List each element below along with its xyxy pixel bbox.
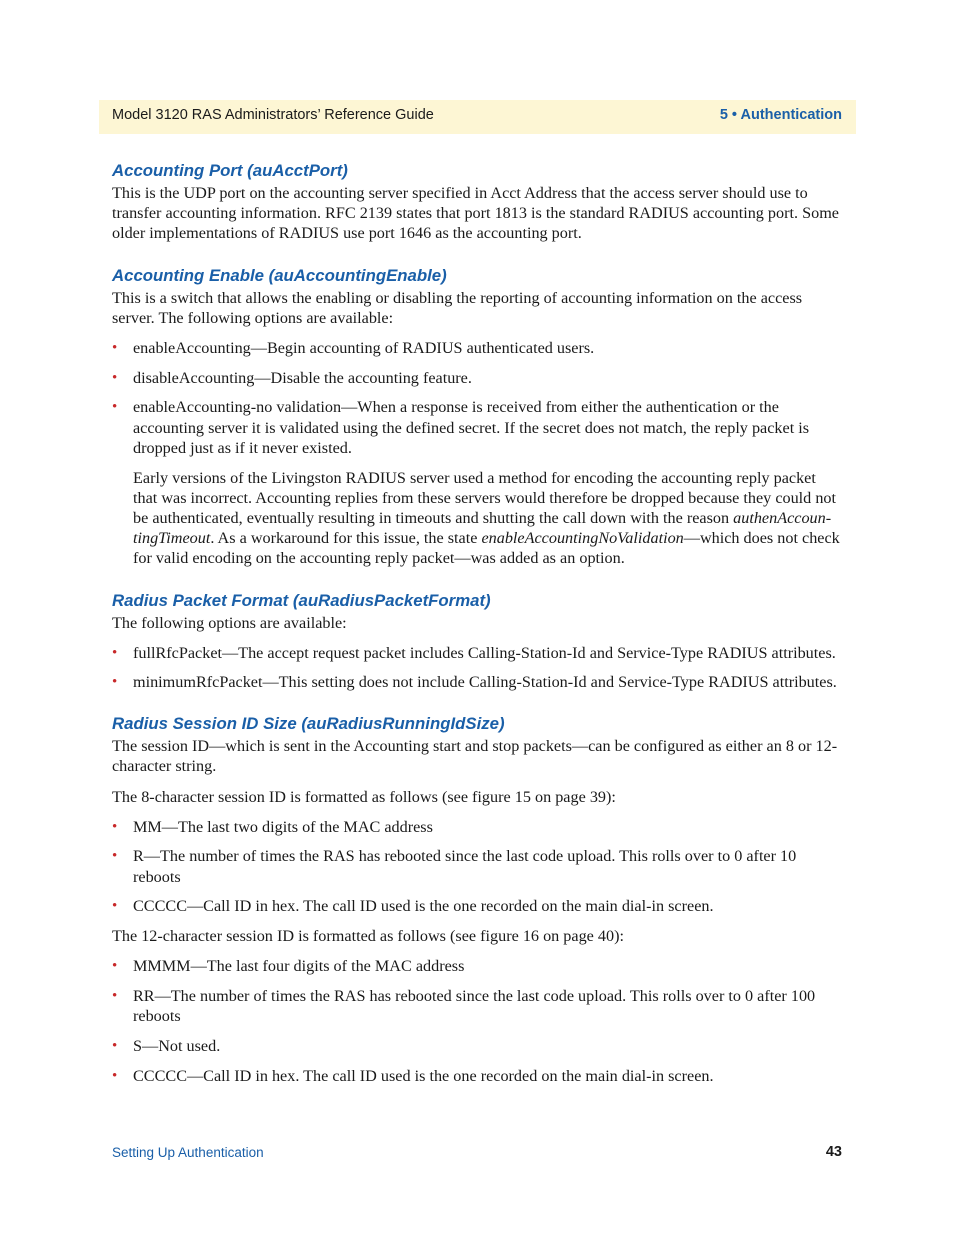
page-number: 43 bbox=[825, 1144, 842, 1160]
list-item: • disableAccounting—Disable the accounting feature. bbox=[112, 368, 472, 387]
format-list-12 bbox=[112, 956, 844, 1086]
list-item: • RR—The number of times the RAS has rebooted since the last code upload. This rolls over to 0 after 100 reboots bbox=[112, 986, 816, 1026]
list-item: • CCCCC—Call ID in hex. The call ID used is the one recorded on the main dial-in screen. bbox=[112, 897, 714, 916]
page-content bbox=[112, 160, 844, 1095]
guide-title: Model 3120 RAS Administrators’ Reference Guide bbox=[112, 107, 434, 123]
section-heading: Radius Session ID Size (auRadiusRunningIdSize) bbox=[112, 714, 505, 734]
bullet-icon: • bbox=[112, 898, 118, 915]
paragraph: This is the UDP port on the accounting server specified in Acct Address that the access server should use to transfer accounting information. RFC 2139 states that port 1813 is the standard RADIUS accounting port. Some older implementations of RADIUS use port 1646 as the accounting port. bbox=[112, 184, 839, 243]
bullet-icon: • bbox=[112, 958, 118, 975]
list-item: • CCCCC—Call ID in hex. The call ID used is the one recorded on the main dial-in screen. bbox=[112, 1066, 714, 1085]
running-header bbox=[99, 100, 856, 134]
bullet-icon: • bbox=[112, 369, 118, 386]
bullet-icon: • bbox=[112, 399, 118, 416]
bullet-icon: • bbox=[112, 848, 118, 865]
bullet-icon: • bbox=[112, 1067, 118, 1084]
paragraph: The session ID—which is sent in the Accounting start and stop packets—can be configured as either an 8 or 12-character string. bbox=[112, 737, 838, 776]
bullet-icon: • bbox=[112, 1037, 118, 1054]
list-item: • MM—The last two digits of the MAC address bbox=[112, 817, 433, 836]
list-item: • minimumRfcPacket—This setting does not include Calling-Station-Id and Service-Type RADIUS attributes. bbox=[112, 673, 837, 692]
footer-section-name: Setting Up Authentication bbox=[112, 1145, 264, 1160]
paragraph: The 12-character session ID is formatted as follows (see figure 16 on page 40): bbox=[112, 927, 624, 946]
bullet-icon: • bbox=[112, 644, 118, 661]
section-heading: Radius Packet Format (auRadiusPacketFormat) bbox=[112, 590, 491, 610]
list-item: • enableAccounting—Begin accounting of RADIUS authenticated users. bbox=[112, 339, 595, 358]
list-item: • MMMM—The last four digits of the MAC address bbox=[112, 957, 465, 976]
list-item: • enableAccounting-no validation—When a response is received from either the authentication or the accounting server it is validated using the defined secret. If the secret does not match, the reply packet is dropped just as if it never existed. bbox=[112, 398, 810, 457]
note-paragraph: Early versions of the Livingston RADIUS server used a method for encoding the accounting reply packet that was incorrect. Accounting replies from these servers would therefore be dropped because they could not be authenticated, eventually resulting in timeouts and shutting the call down with the reason authenAccoun-tingTimeout. As a workaround for this issue, the state enableAccountingNoValidation—which does not check for valid encoding on the accounting reply packet—was added as an option. bbox=[133, 468, 840, 568]
section-heading: Accounting Enable (auAccountingEnable) bbox=[112, 265, 447, 285]
bullet-icon: • bbox=[112, 674, 118, 691]
section-heading: Accounting Port (auAcctPort) bbox=[112, 161, 348, 180]
bullet-icon: • bbox=[112, 340, 118, 357]
paragraph: The 8-character session ID is formatted as follows (see figure 15 on page 39): bbox=[112, 787, 616, 806]
option-list bbox=[112, 643, 844, 693]
bullet-icon: • bbox=[112, 987, 118, 1004]
paragraph: This is a switch that allows the enabling or disabling the reporting of accounting information on the access server. The following options are available: bbox=[112, 288, 803, 327]
list-item: • S—Not used. bbox=[112, 1036, 221, 1055]
option-list bbox=[112, 338, 844, 458]
bullet-icon: • bbox=[112, 818, 118, 835]
list-item: • R—The number of times the RAS has rebooted since the last code upload. This rolls over to 0 after 10 reboots bbox=[112, 847, 797, 886]
format-list-8 bbox=[112, 817, 844, 917]
list-item: • fullRfcPacket—The accept request packet includes Calling-Station-Id and Service-Type RADIUS attributes. bbox=[112, 643, 836, 662]
chapter-title: 5 • Authentication bbox=[719, 107, 842, 123]
paragraph: The following options are available: bbox=[112, 613, 347, 632]
